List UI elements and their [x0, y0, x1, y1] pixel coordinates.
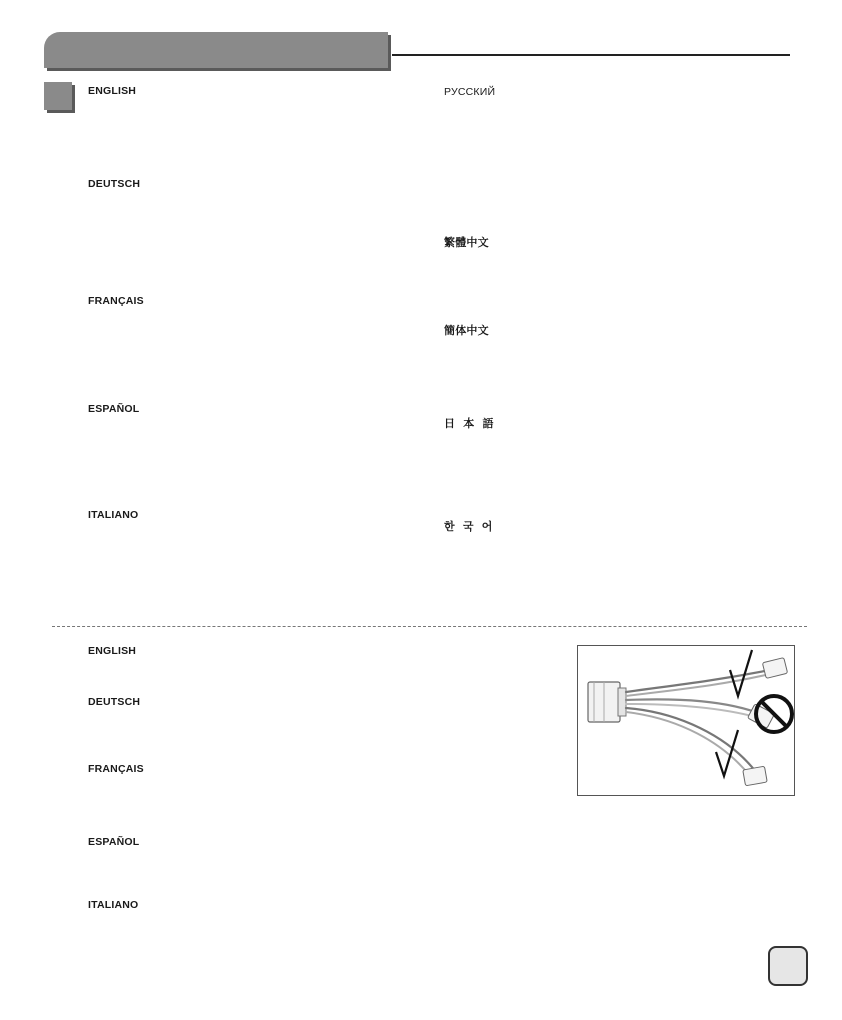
wires [626, 670, 770, 776]
bottom-lang-label-italiano: ITALIANO [88, 899, 139, 911]
bottom-lang-label-english: ENGLISH [88, 645, 137, 657]
lang-label-english: ENGLISH [88, 85, 137, 97]
fan-connector-top [762, 658, 787, 679]
lang-label-italiano: ITALIANO [88, 509, 139, 521]
lang-label-simplified-chinese: 簡体中文 [444, 324, 489, 337]
lang-label-deutsch: DEUTSCH [88, 178, 141, 190]
molex-connector [588, 682, 626, 722]
header-tab [44, 32, 388, 68]
bottom-lang-label-deutsch: DEUTSCH [88, 696, 141, 708]
lang-label-korean: 한 국 어 [444, 520, 493, 533]
header-rule [392, 54, 790, 56]
bottom-lang-label-francais: FRANÇAIS [88, 763, 144, 775]
lang-label-russian: РУССКИЙ [444, 86, 496, 98]
cable-drawing [578, 646, 794, 795]
fan-connector-bottom [743, 766, 767, 786]
bottom-lang-label-espanol: ESPAÑOL [88, 836, 140, 848]
lang-label-espanol: ESPAÑOL [88, 403, 140, 415]
lang-label-francais: FRANÇAIS [88, 295, 144, 307]
page-number-box [768, 946, 808, 986]
lang-label-traditional-chinese: 繁體中文 [444, 236, 489, 249]
section-divider [52, 626, 807, 627]
section-marker [44, 82, 72, 110]
lang-label-japanese: 日 本 語 [444, 417, 494, 430]
cable-illustration [577, 645, 795, 796]
